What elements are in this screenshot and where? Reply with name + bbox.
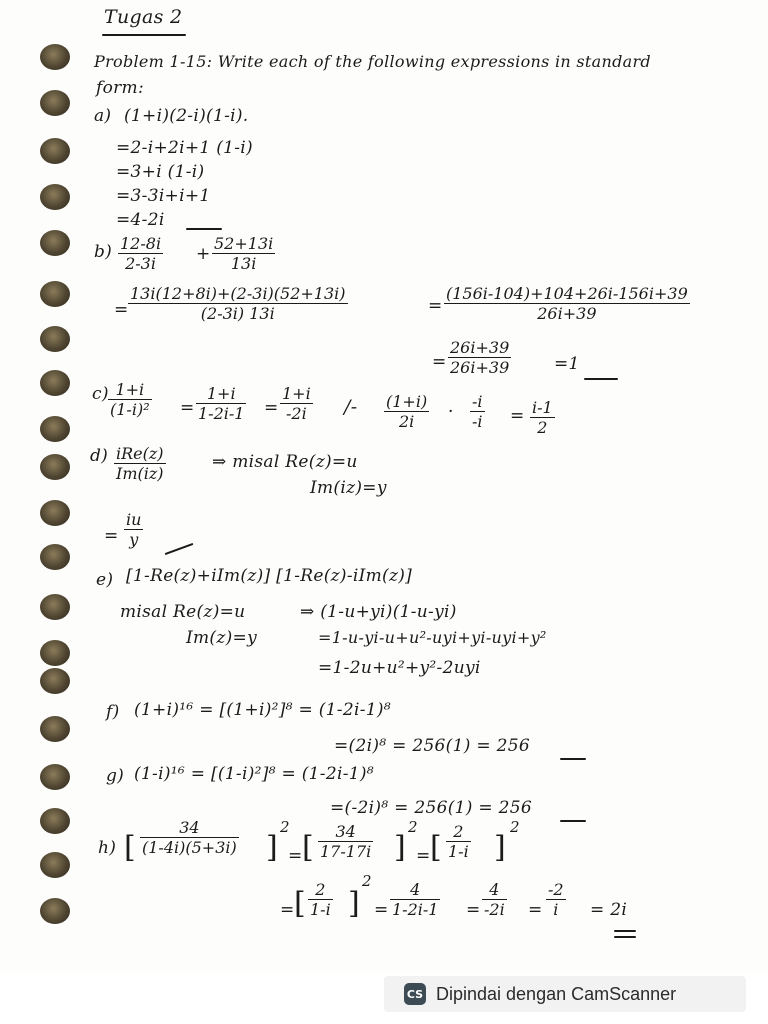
part-c-fraction (196, 384, 246, 423)
result-underline (584, 378, 618, 380)
denominator: 26i+39 (537, 304, 597, 323)
camscanner-logo-icon: CS (404, 983, 426, 1005)
equals-sign: = (180, 398, 195, 418)
equals-sign: = (264, 398, 279, 418)
denominator: (1-4i)(5+3i) (142, 838, 237, 857)
result-underline (560, 758, 586, 760)
exponent: 2 (510, 818, 520, 836)
part-h-fraction (390, 880, 440, 919)
part-d-fraction (114, 444, 166, 483)
numerator: -2 (548, 880, 564, 899)
camscanner-watermark (384, 976, 746, 1012)
denominator: 2 (537, 418, 548, 437)
numerator: 4 (482, 880, 507, 900)
numerator: 2 (308, 880, 333, 900)
denominator: (2-3i) 13i (200, 304, 275, 323)
part-a-expression: (1+i)(2-i)(1-i). (124, 106, 249, 126)
bracket-close: ] (348, 886, 361, 921)
denominator: -2i (286, 404, 307, 423)
title-underline (102, 34, 186, 36)
numerator: 4 (390, 880, 440, 900)
part-h-fraction (318, 822, 373, 861)
part-b-fraction (128, 284, 348, 323)
part-d-result (124, 510, 143, 549)
part-b-fraction (212, 234, 275, 273)
denominator: 1-2i-1 (198, 404, 245, 423)
part-f-result: =(2i)⁸ = 256(1) = 256 (334, 736, 530, 756)
problem-statement-cont: form: (96, 78, 145, 98)
denominator: (1-i)² (110, 400, 150, 419)
part-h-fraction (546, 880, 566, 919)
numerator: 1+i (196, 384, 246, 404)
watermark-text: Dipindai dengan CamScanner (436, 983, 677, 1004)
bracket-open: [ (302, 830, 315, 865)
part-c-fraction (470, 392, 485, 431)
denominator: 13i (230, 254, 257, 273)
part-h-fraction (482, 880, 507, 919)
denominator: y (129, 530, 139, 549)
part-a-step: =2-i+2i+1 (1-i) (116, 138, 253, 158)
part-b-result: =1 (554, 354, 580, 374)
result-underline (614, 930, 636, 932)
part-d-substitution: ⇒ misal Re(z)=u (212, 452, 358, 472)
bracket-close: ] (266, 830, 279, 865)
numerator: 12-8i (120, 234, 162, 253)
denominator: Im(iz) (116, 464, 164, 483)
part-h-result: = 2i (590, 900, 628, 920)
part-e-substitution: Im(z)=y (186, 628, 258, 648)
multiply-dot: · (448, 402, 454, 422)
part-e-step: ⇒ (1-u+yi)(1-u-yi) (300, 602, 457, 622)
part-b-fraction (448, 338, 511, 377)
numerator: (156i-104)+104+26i-156i+39 (446, 284, 688, 303)
bracket-open: [ (294, 886, 307, 921)
equals-sign: = (416, 846, 431, 866)
result-underline (560, 820, 586, 822)
part-b-fraction (118, 234, 163, 273)
exponent: 2 (362, 872, 372, 890)
numerator: iu (126, 510, 142, 529)
result-underline (165, 543, 194, 555)
part-e-step: =1-u-yi-u+u²-uyi+yi-uyi+y² (318, 628, 547, 647)
denominator: 1-2i-1 (392, 900, 439, 919)
equals-sign: = (432, 352, 447, 372)
part-e-result: =1-2u+u²+y²-2uyi (318, 658, 481, 678)
numerator: i-1 (532, 398, 553, 417)
bracket-close: ] (394, 830, 407, 865)
part-e-label: e) (96, 570, 114, 590)
part-a-step: =3-3i+i+1 (116, 186, 211, 206)
denominator: -i (472, 412, 483, 431)
part-g-step: (1-i)¹⁶ = [(1-i)²]⁸ = (1-2i-1)⁸ (134, 764, 374, 784)
numerator: iRe(z) (116, 444, 164, 463)
part-b-fraction (444, 284, 690, 323)
part-g-result: =(-2i)⁸ = 256(1) = 256 (330, 798, 533, 818)
equals-sign: = (374, 900, 389, 920)
numerator: 2 (446, 822, 471, 842)
denominator: -2i (484, 900, 505, 919)
problem-statement: Problem 1-15: Write each of the following expressions in standard (94, 52, 651, 71)
part-f-step: (1+i)¹⁶ = [(1+i)²]⁸ = (1-2i-1)⁸ (134, 700, 391, 720)
part-g-label: g) (106, 766, 125, 786)
denominator: i (553, 900, 559, 919)
part-h-label: h) (98, 838, 117, 858)
part-e-expression: [1-Re(z)+iIm(z)] [1-Re(z)-iIm(z)] (126, 566, 413, 586)
part-a-label: a) (94, 106, 112, 126)
numerator: 34 (318, 822, 373, 842)
equals-sign: = (428, 296, 443, 316)
exponent: 2 (408, 818, 418, 836)
part-d-label: d) (90, 446, 109, 466)
exponent: 2 (280, 818, 290, 836)
part-c-fraction (280, 384, 313, 423)
equals-sign: = (510, 406, 525, 426)
result-underline (614, 936, 636, 938)
bracket-open: [ (430, 830, 443, 865)
bracket-close: ] (494, 830, 507, 865)
part-h-fraction (140, 818, 239, 857)
page-title: Tugas 2 (104, 6, 183, 28)
part-a-result: =4-2i (116, 210, 165, 230)
part-a-step: =3+i (1-i) (116, 162, 205, 182)
result-underline (186, 228, 222, 230)
part-e-substitution: misal Re(z)=u (120, 602, 246, 622)
numerator: 1+i (282, 384, 311, 403)
numerator: 1+i (108, 380, 152, 400)
separator: /- (344, 396, 358, 418)
denominator: 2i (398, 412, 415, 431)
part-f-label: f) (106, 702, 120, 722)
denominator: 2-3i (125, 254, 156, 273)
equals-sign: = (280, 900, 295, 920)
denominator: 26i+39 (450, 358, 510, 377)
part-b-label: b) (94, 242, 113, 262)
numerator: 52+13i (214, 234, 274, 253)
plus-sign: + (196, 244, 211, 264)
equals-sign: = (466, 900, 481, 920)
part-c-fraction (384, 392, 429, 431)
part-c-fraction (108, 380, 152, 419)
part-h-fraction (446, 822, 471, 861)
part-h-fraction (308, 880, 333, 919)
numerator: (1+i) (386, 392, 428, 411)
equals-sign: = (528, 900, 543, 920)
bracket-open: [ (124, 830, 137, 865)
equals-sign: = (114, 300, 129, 320)
part-c-result (530, 398, 555, 437)
numerator: 34 (140, 818, 239, 838)
denominator: 1-i (448, 842, 469, 861)
numerator: 13i(12+8i)+(2-3i)(52+13i) (130, 284, 346, 303)
denominator: 17-17i (320, 842, 372, 861)
equals-sign: = (288, 846, 303, 866)
part-c-label: c) (92, 384, 109, 404)
numerator: 26i+39 (450, 338, 510, 357)
part-d-substitution: Im(iz)=y (310, 478, 387, 498)
numerator: -i (472, 392, 483, 411)
equals-sign: = (104, 526, 119, 546)
denominator: 1-i (310, 900, 331, 919)
